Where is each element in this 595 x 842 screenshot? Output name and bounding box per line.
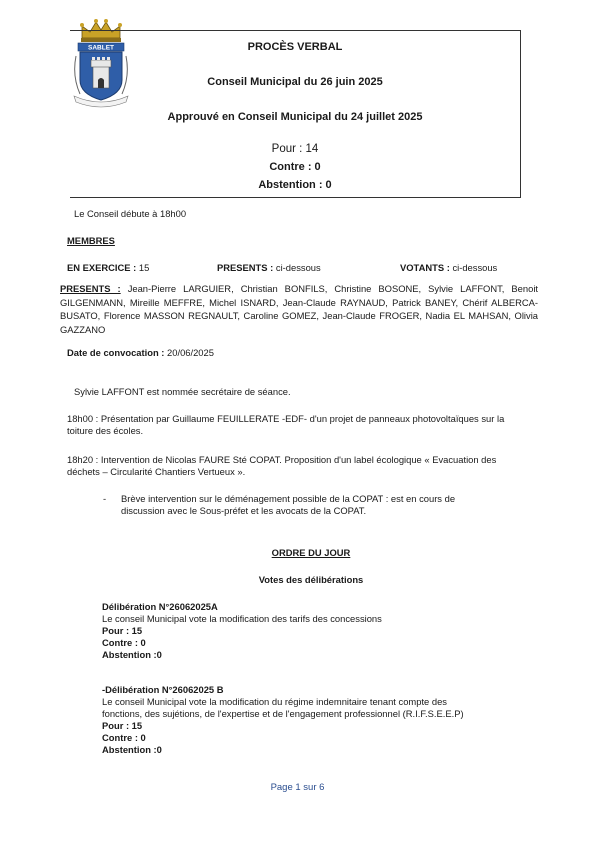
header-votes-abstention: Abstention : 0	[258, 179, 332, 191]
convocation-label: Date de convocation :	[67, 347, 165, 358]
members-presents	[217, 262, 321, 274]
members-heading: MEMBRES	[67, 235, 115, 246]
agenda-item-2: 18h20 : Intervention de Nicolas FAURE Sté COPAT. Proposition d'un label écologique « Evacuation des déchets – Circularité Chantiers Vertueux ».	[67, 454, 497, 477]
deliberation-a-contre: Contre : 0	[102, 637, 146, 648]
members-votants	[400, 262, 497, 274]
deliberation-a-abstention: Abstention :0	[102, 649, 162, 660]
en-exercice-value: 15	[138, 262, 150, 273]
convocation-date	[67, 347, 214, 359]
en-exercice-label: EN EXERCICE :	[67, 262, 137, 273]
deliberation-b-title: -Délibération N°26062025 B	[102, 684, 224, 695]
header-box	[70, 30, 521, 198]
deliberation-b-abstention: Abstention :0	[102, 744, 162, 755]
deliberation-a-title: Délibération N°26062025A	[102, 601, 218, 612]
votes-subheading: Votes des délibérations	[258, 574, 364, 585]
deliberation-b-pour: Pour : 15	[102, 720, 143, 731]
votants-value: ci-dessous	[452, 262, 498, 273]
presents-label: PRESENTS :	[217, 262, 274, 273]
ordre-du-jour-heading: ORDRE DU JOUR	[271, 547, 351, 558]
agenda-item-1: 18h00 : Présentation par Guillaume FEUILLERATE -EDF- d'un projet de panneaux photovoltaïques sur la toiture des écoles.	[67, 413, 505, 436]
presents-value: ci-dessous	[275, 262, 321, 273]
presents-list-label: PRESENTS :	[60, 283, 121, 294]
header-votes-contre: Contre : 0	[269, 161, 321, 173]
deliberation-a	[102, 601, 502, 661]
bullet-copat: Brève intervention sur le déménagement possible de la COPAT : est en cours de discussion avec le Sous-préfet et les avocats de la COPAT.	[121, 493, 456, 516]
document-title: PROCÈS VERBAL	[247, 41, 343, 53]
deliberation-a-pour: Pour : 15	[102, 625, 143, 636]
header-votes-pour: Pour : 14	[271, 143, 319, 155]
presents-list: Jean-Pierre LARGUIER, Christian BONFILS, Christine BOSONE, Sylvie LAFFONT, Benoit GILGENMANN, Mireille MEFFRE, Michel ISNARD, Jean-Claude RAYNAUD, Patrick BANEY, Chérif ALBERCA-BUSATO, Florence MASSON REGNAULT, Caroline GOMEZ, Jean-Claude FROGER, Nadia EL MAHSAN, Olivia GAZZANO	[60, 283, 539, 335]
deliberation-a-text: Le conseil Municipal vote la modification des tarifs des concessions	[102, 613, 382, 624]
deliberation-b-contre: Contre : 0	[102, 732, 146, 743]
bullet-marker: -	[103, 493, 107, 504]
council-date: Conseil Municipal du 26 juin 2025	[207, 76, 383, 88]
approval-date: Approuvé en Conseil Municipal du 24 juillet 2025	[167, 111, 423, 123]
page-number-footer: Page 1 sur 6	[270, 782, 325, 793]
votants-label: VOTANTS :	[400, 262, 450, 273]
members-en-exercice	[67, 262, 149, 274]
presents-list-paragraph	[60, 282, 538, 336]
crest-banner-text: SABLET	[88, 44, 114, 52]
session-start: Le Conseil débute à 18h00	[74, 208, 187, 219]
deliberation-b-text: Le conseil Municipal vote la modification du régime indemnitaire tenant compte des fonctions, des sujétions, de l'expertise et de l'engagement professionnel (R.I.F.S.E.E.P)	[102, 696, 464, 719]
convocation-value: 20/06/2025	[167, 347, 214, 358]
deliberation-b	[102, 684, 482, 756]
secretary-note: Sylvie LAFFONT est nommée secrétaire de séance.	[74, 386, 291, 397]
